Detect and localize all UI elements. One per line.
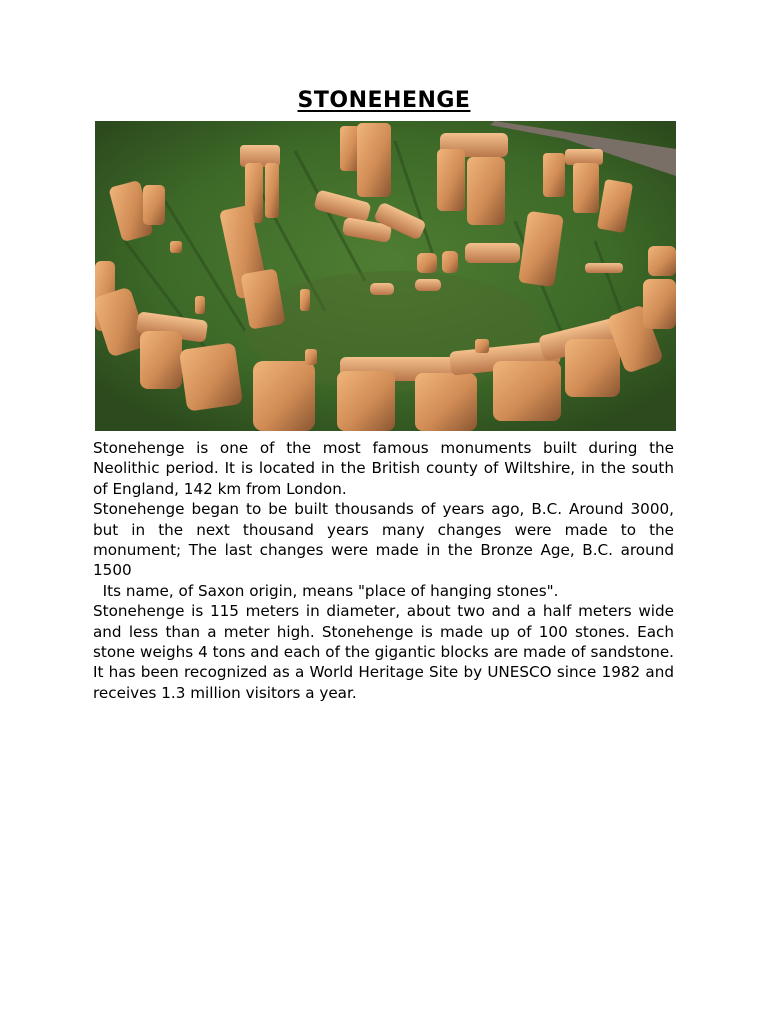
paragraph-name-origin: Its name, of Saxon origin, means "place of hanging stones". [93, 581, 559, 600]
paragraph-history: Stonehenge began to be built thousands of years ago, B.C. Around 3000, but in the next thousand years many changes were made to the monument; The last changes were made in the Bronze Age, B.C. around 1500 [93, 500, 674, 580]
article-body [93, 438, 674, 703]
paragraph-intro: Stonehenge is one of the most famous monuments built during the Neolithic period. It is located in the British county of Wiltshire, in the south of England, 142 km from London. [93, 439, 674, 498]
page-title: STONEHENGE [297, 88, 471, 113]
stonehenge-illustration [95, 121, 676, 431]
stonehenge-photo [95, 121, 676, 431]
paragraph-dimensions: Stonehenge is 115 meters in diameter, about two and a half meters wide and less than a meter high. Stonehenge is made up of 100 stones. Each stone weighs 4 tons and each of the gigantic blocks are made of sandstone. It has been recognized as a World Heritage Site by UNESCO since 1982 and receives 1.3 million visitors a year. [93, 602, 674, 702]
